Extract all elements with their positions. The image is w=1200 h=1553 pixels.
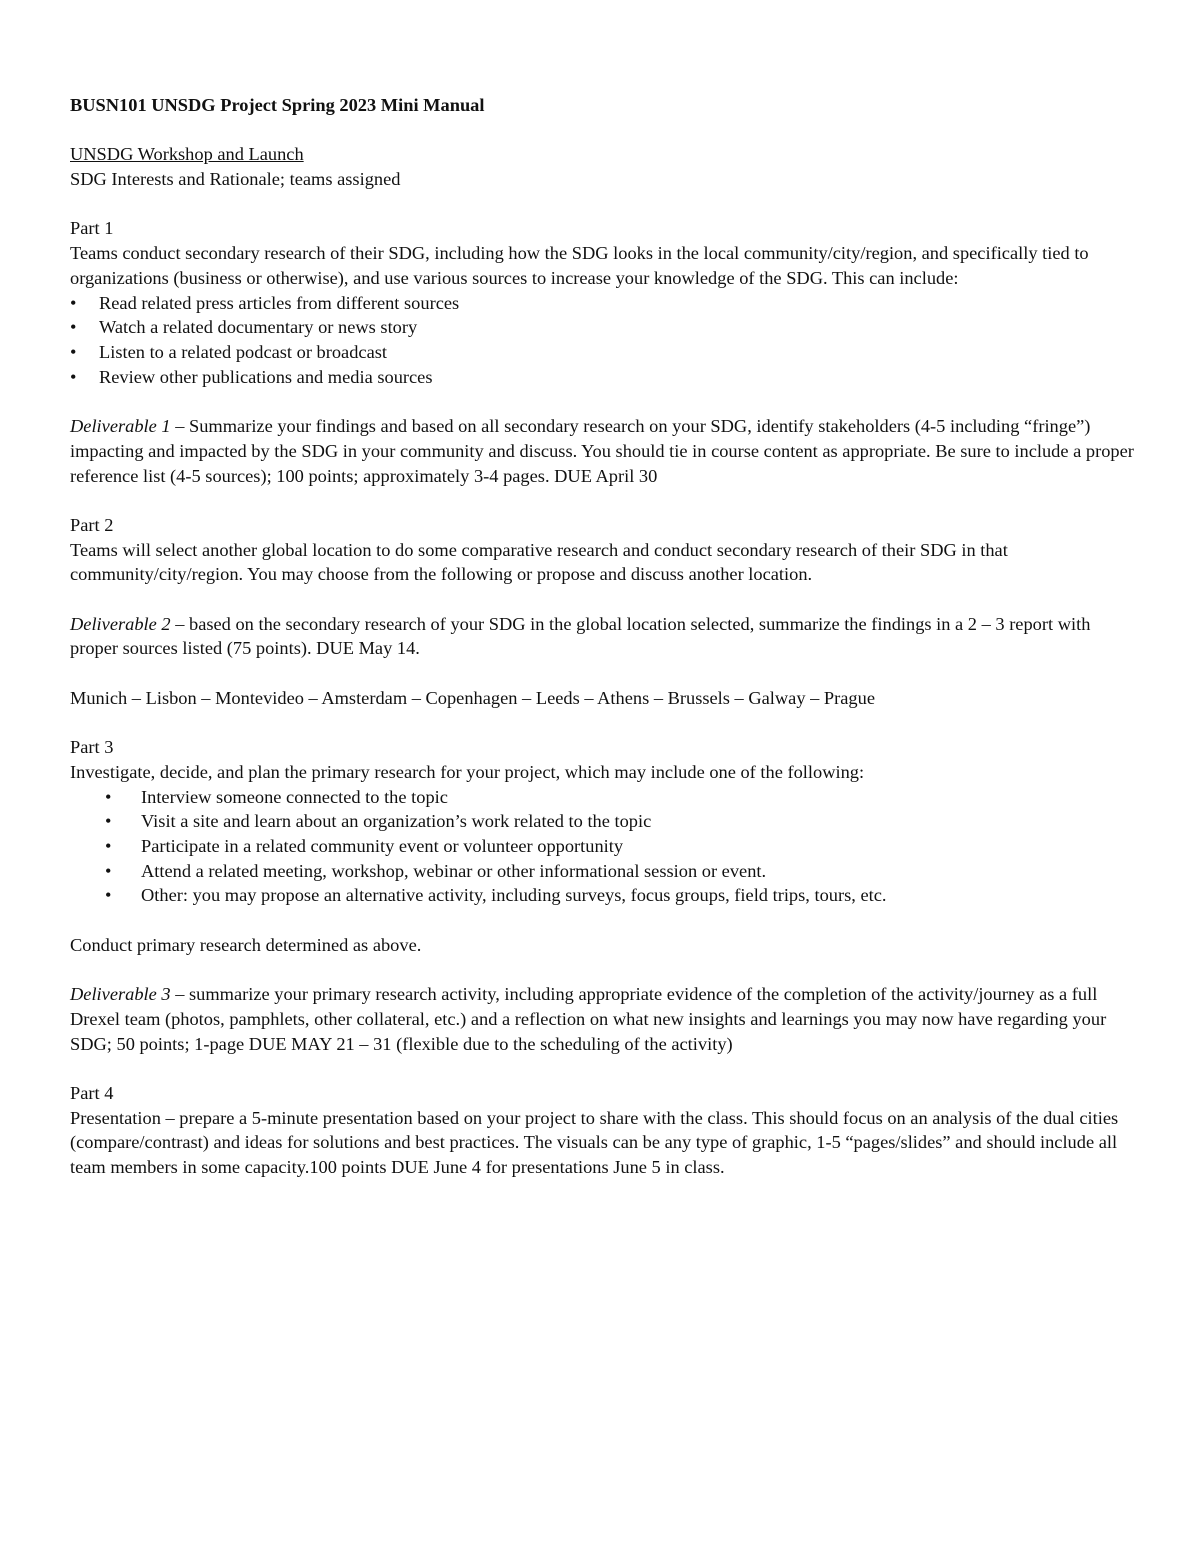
deliverable1-label: Deliverable 1 xyxy=(70,416,171,437)
list-item: • Participate in a related community event or volunteer opportunity xyxy=(70,834,1140,859)
document-page xyxy=(70,93,1140,1180)
list-item: • Other: you may propose an alternative activity, including surveys, focus groups, field trips, tours, etc. xyxy=(70,883,1140,908)
list-item: • Read related press articles from different sources xyxy=(70,291,1140,316)
list-item: • Interview someone connected to the topic xyxy=(70,785,1140,810)
list-item: • Visit a site and learn about an organization’s work related to the topic xyxy=(70,809,1140,834)
document-title: BUSN101 UNSDG Project Spring 2023 Mini Manual xyxy=(70,95,485,115)
city-list: Munich – Lisbon – Montevideo – Amsterdam – Copenhagen – Leeds – Athens – Brussels – Galway – Prague xyxy=(70,687,875,708)
deliverable2-label: Deliverable 2 xyxy=(70,613,171,634)
list-item: • Review other publications and media sources xyxy=(70,365,1140,390)
spacer xyxy=(70,192,1140,217)
part4-heading: Part 4 xyxy=(70,1082,114,1103)
part3-conduct-text: Conduct primary research determined as above. xyxy=(70,934,422,955)
list-item: • Watch a related documentary or news story xyxy=(70,315,1140,340)
deliverable3-label: Deliverable 3 xyxy=(70,984,171,1005)
part3-text: Investigate, decide, and plan the primary research for your project, which may include one of the following: xyxy=(70,761,865,782)
spacer xyxy=(70,488,1140,513)
list-item: • Attend a related meeting, workshop, webinar or other informational session or event. xyxy=(70,859,1140,884)
spacer xyxy=(70,1056,1140,1081)
deliverable3-paragraph xyxy=(70,982,1140,1056)
workshop-text: SDG Interests and Rationale; teams assigned xyxy=(70,169,401,190)
list-item: • Listen to a related podcast or broadcast xyxy=(70,340,1140,365)
spacer xyxy=(70,389,1140,414)
deliverable2-text: – based on the secondary research of your SDG in the global location selected, summarize the findings in a 2 – 3 report with proper sources listed (75 points). DUE May 14. xyxy=(70,613,1091,659)
spacer xyxy=(70,587,1140,612)
spacer xyxy=(70,710,1140,735)
deliverable1-text: – Summarize your findings and based on all secondary research on your SDG, identify stakeholders (4-5 including “fringe”) impacting and impacted by the SDG in your community and discuss. You should tie in course content as appropriate. Be sure to include a proper reference list (4-5 sources); 100 points; approximately 3-4 pages. DUE April 30 xyxy=(70,416,1134,486)
deliverable3-text: – summarize your primary research activity, including appropriate evidence of the completion of the activity/journey as a full Drexel team (photos, pamphlets, other collateral, etc.) and a reflection on what new insights and learnings you may now have regarding your SDG; 50 points; 1-page DUE MAY 21 – 31 (flexible due to the scheduling of the activity) xyxy=(70,984,1107,1054)
spacer xyxy=(70,118,1140,143)
part1-text: Teams conduct secondary research of their SDG, including how the SDG looks in the local community/city/region, and specifically tied to organizations (business or otherwise), and use various sources to increase your knowledge of the SDG. This can include: xyxy=(70,243,1089,288)
spacer xyxy=(70,908,1140,933)
part2-text: Teams will select another global location to do some comparative research and conduct secondary research of their SDG in that community/city/region. You may choose from the following or propose and discuss another location. xyxy=(70,539,1008,585)
deliverable1-paragraph xyxy=(70,414,1140,488)
part2-heading: Part 2 xyxy=(70,514,114,535)
workshop-heading: UNSDG Workshop and Launch xyxy=(70,144,304,165)
spacer xyxy=(70,661,1140,686)
deliverable2-paragraph xyxy=(70,612,1140,661)
part3-heading: Part 3 xyxy=(70,737,114,758)
part3-bullet-list xyxy=(70,785,1140,909)
part1-bullet-list xyxy=(70,291,1140,390)
spacer xyxy=(70,957,1140,982)
part4-text: Presentation – prepare a 5-minute presentation based on your project to share with the class. This should focus on an analysis of the dual cities (compare/contrast) and ideas for solutions and best practices. The visuals can be any type of graphic, 1-5 “pages/slides” and should include all team members in some capacity.100 points DUE June 4 for presentations June 5 in class. xyxy=(70,1107,1119,1178)
part1-heading: Part 1 xyxy=(70,218,114,239)
